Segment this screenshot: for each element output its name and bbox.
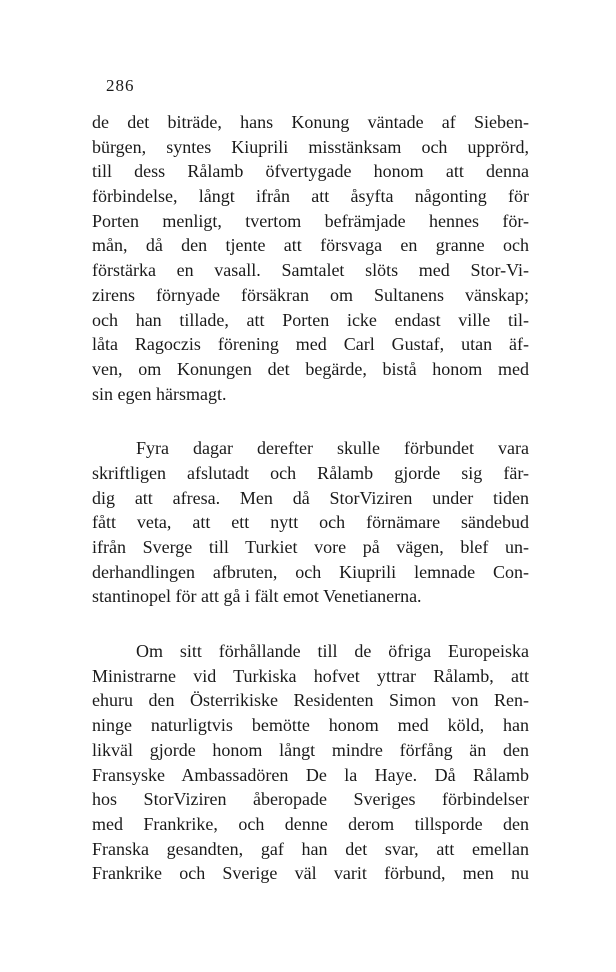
text-line: skriftligen afslutadt och Rålamb gjorde sig fär- [92, 462, 529, 483]
text-line: derhandlingen afbruten, och Kiuprili lemnade Con- [92, 561, 529, 582]
text-line: Fyra dagar derefter skulle förbundet vara [136, 438, 529, 459]
text-line: Porten menligt, tvertom befrämjade hennes för- [92, 210, 529, 231]
text-line: ven, om Konungen det begärde, bistå honom med [92, 358, 529, 379]
paragraph-2 [92, 436, 529, 609]
text-line: ninge naturligtvis bemötte honom med köld, han [92, 715, 529, 736]
body-text [92, 110, 529, 886]
text-line: Om sitt förhållande till de öfriga Europeiska [136, 641, 529, 662]
text-line: ehuru den Österrikiske Residenten Simon von Ren- [92, 690, 529, 711]
text-line: de det biträde, hans Konung väntade af Sieben- [92, 112, 529, 132]
text-line: zirens förnyade försäkran om Sultanens vänskap; [92, 284, 529, 305]
text-line: stantinopel för att gå i fält emot Venetianerna. [92, 586, 422, 607]
text-line: och han tillade, att Porten icke endast ville til- [92, 309, 529, 330]
text-line: Fransyske Ambassadören De la Haye. Då Rålamb [92, 764, 529, 785]
text-line: Frankrike och Sverige väl varit förbund, men nu [92, 863, 529, 884]
text-line: förstärka en vasall. Samtalet slöts med Stor-Vi- [92, 260, 529, 281]
text-line: hos StorViziren åberopade Sveriges förbindelser [92, 789, 529, 810]
text-line: förbindelse, långt ifrån att åsyfta någonting för [92, 186, 529, 207]
text-line: ifrån Sverge till Turkiet vore på vägen, blef un- [92, 537, 529, 557]
text-line: mån, då den tjente att försvaga en granne och [92, 235, 529, 256]
text-line: sin egen härsmagt. [92, 383, 227, 404]
paragraph-1 [92, 110, 529, 406]
text-line: låta Ragoczis förening med Carl Gustaf, utan äf- [92, 334, 529, 355]
text-line: fått veta, att ett nytt och förnämare sändebud [92, 512, 529, 533]
text-line: likväl gjorde honom långt mindre förfång än den [92, 739, 529, 760]
page-number: 286 [106, 76, 135, 95]
text-line: bürgen, syntes Kiuprili misstänksam och upprörd, [92, 136, 529, 157]
text-line: dig att afresa. Men då StorViziren under tiden [92, 487, 529, 508]
text-line: till dess Rålamb öfvertygade honom att denna [92, 161, 529, 182]
text-line: Ministrarne vid Turkiska hofvet yttrar Rålamb, att [92, 665, 529, 686]
text-line: med Frankrike, och denne derom tillsporde den [92, 813, 529, 834]
text-line: Franska gesandten, gaf han det svar, att emellan [92, 838, 529, 859]
paragraph-3 [92, 639, 529, 886]
